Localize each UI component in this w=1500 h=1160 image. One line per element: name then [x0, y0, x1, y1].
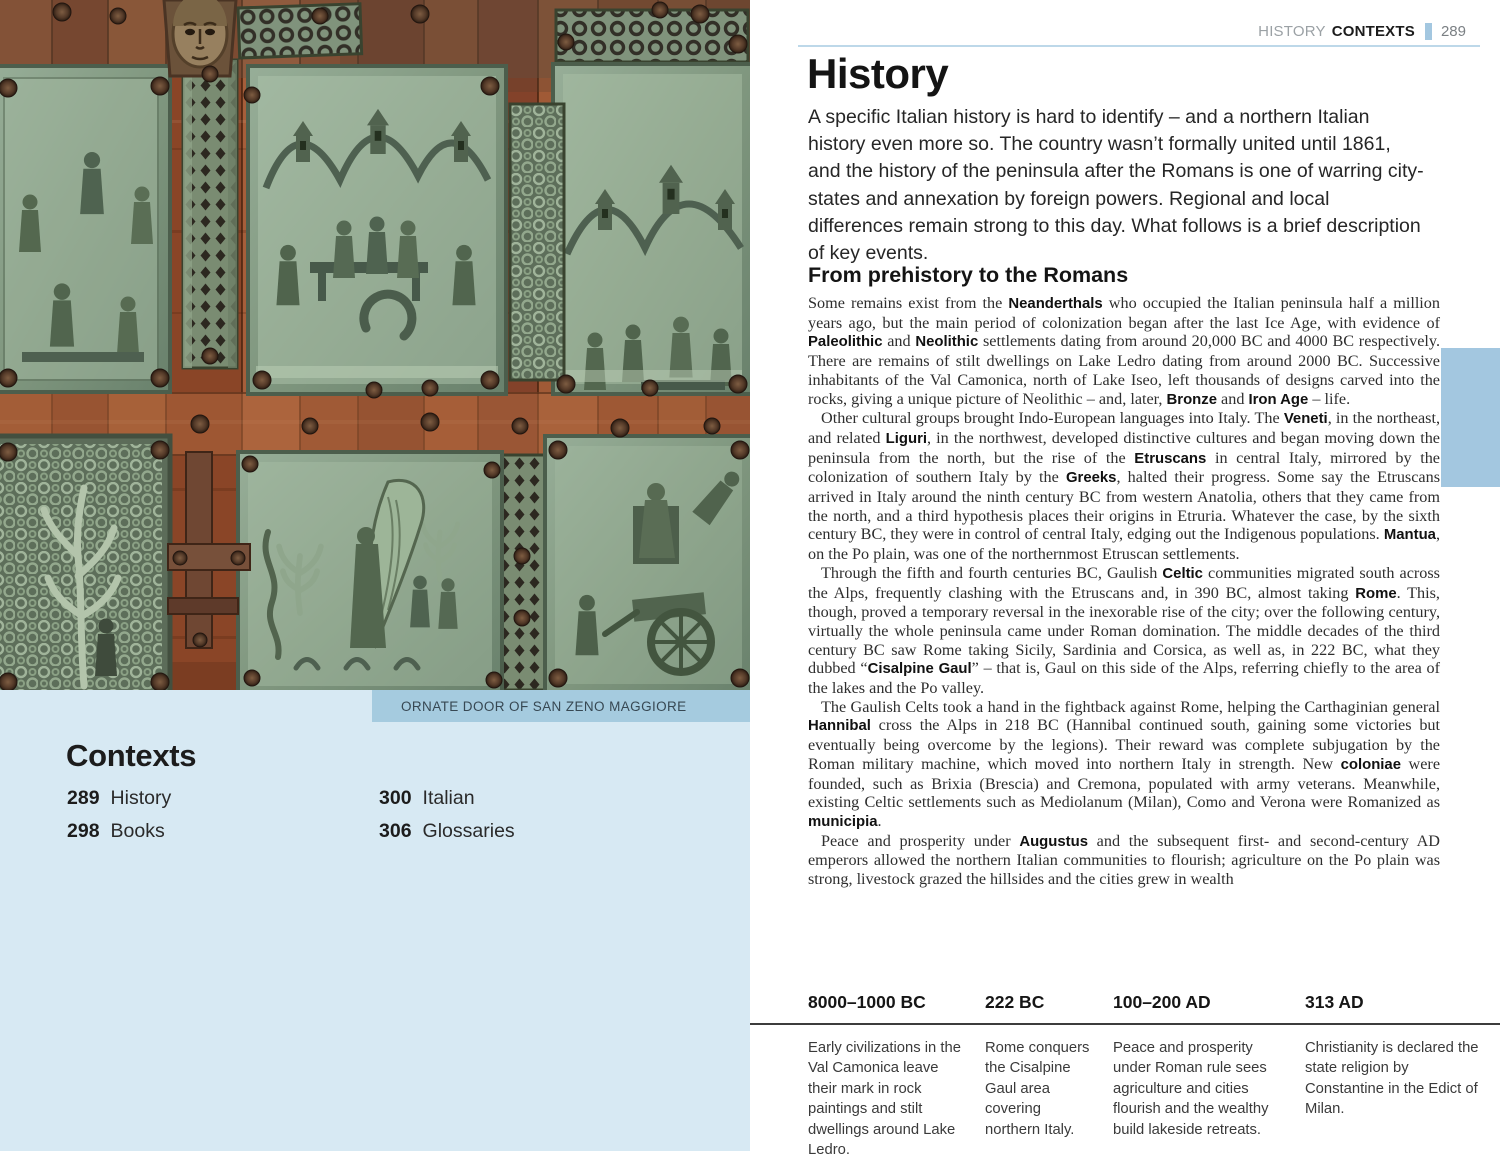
right-page — [750, 0, 1500, 1159]
running-header — [1258, 23, 1466, 40]
timeline-text: Christianity is declared the state religion by Constantine in the Edict of Milan. — [1305, 1040, 1479, 1118]
toc-label: Books — [110, 820, 165, 842]
door-photo — [0, 0, 750, 690]
timeline-date: 100–200 AD — [1113, 992, 1211, 1012]
page-number-marker — [1425, 23, 1432, 40]
toc-label: Italian — [422, 787, 475, 809]
relief-panel-bottom-center — [238, 452, 502, 690]
lattice-band-right — [556, 10, 748, 62]
timeline-text: Rome conquers the Cisalpine Gaul area covering northern Italy. — [985, 1040, 1090, 1138]
toc-page-number: 289 — [67, 787, 100, 809]
relief-panel-top-center — [248, 66, 506, 394]
filigree-panel — [0, 436, 170, 690]
pierced-strip-bottom — [497, 455, 548, 690]
body-paragraph: Other cultural groups brought Indo-European languages into Italy. The Veneti, in the northeast, and related Liguri, in the northwest, developed distinctive cultures and began moving down the peninsula from the north, but the rise of the Etruscans in central Italy, mirrored by the colonization of southern Italy by the Greeks, halted their progress. Some say the Etruscans arrived in Italy around the ninth century BC from western Anatolia, others that they came from the north, and a third hypothesis places their origins in Etruria. Whatever the case, by the sixth century BC, they were in control of central Italy, edging out the Indigenous populations. Mantua, on the Po plain, was one of the northernmost Etruscan settlements. — [808, 409, 1441, 564]
body-paragraph: Through the fifth and fourth centuries BC, Gaulish Celtic communities migrated south across the Alps, frequently clashing with the Etruscans and, in 390 BC, almost taking Rome. This, though, proved a temporary reversal in the inexorable rise of the city; over the following century, virtually the whole peninsula came under Roman domination. The middle decades of the third century BC saw Rome taking Sicily, Sardinia and Corsica, as well as, in 222 BC, what they dubbed “Cisalpine Gaul” – that is, Gaul on this side of the Alps, referring chiefly to the area of the lakes and the Po valley. — [808, 563, 1440, 698]
toc-item-italian — [379, 787, 475, 810]
section-heading: From prehistory to the Romans — [808, 263, 1129, 287]
timeline-texts — [750, 1025, 1500, 1160]
toc-page-number: 300 — [379, 787, 412, 809]
toc-item-history — [67, 787, 171, 810]
photo-caption-bar — [372, 690, 750, 722]
timeline — [750, 992, 1500, 1160]
body-paragraph: The Gaulish Celts took a hand in the fightback against Rome, helping the Carthaginian general Hannibal cross the Alps in 218 BC (Hannibal continued south, gaining some victories but eventually being overcome by the legions). Their reward was complete subjugation by the Roman military machine, which moved into northern Italy in strength. New coloniae were founded, such as Brixia (Brescia) and Cremona, populated with army veterans. Meanwhile, existing Celtic settlements such as Mediolanum (Milan), Como and Verona were Romanized as municipia. — [808, 697, 1440, 830]
pierced-strip-center — [510, 104, 564, 380]
bronze-face-mask — [164, 0, 236, 76]
body-paragraph: Peace and prosperity under Augustus and the subsequent first- and second-century AD emperors allowed the northern Italian communities to flourish; agriculture on the Po plain was strong, livestock grazed the hillsides and the cities grew in wealth — [808, 831, 1440, 889]
page-number: 289 — [1440, 23, 1466, 40]
left-page — [0, 0, 750, 1151]
timeline-text: Peace and prosperity under Roman rule sees agriculture and cities flourish and the wealthy build lakeside retreats. — [1113, 1040, 1269, 1138]
running-header-section: HISTORY — [1258, 23, 1326, 40]
toc-label: Glossaries — [422, 820, 515, 842]
body-paragraph: Some remains exist from the Neanderthals who occupied the Italian peninsula half a million years ago, but the main period of colonization began after the last Ice Age, with evidence of Paleolithic and Neolithic settlements dating from around 20,000 BC and 4000 BC respectively. There are remains of stilt dwellings on Lake Ledro dating from around 2000 BC. Successive inhabitants of the Val Camonica, north of Lake Iseo, left thousands of designs carved into the rocks, giving a unique picture of Neolithic – and, later, Bronze and Iron Age – life. — [808, 294, 1440, 408]
toc-item-glossaries — [379, 820, 515, 843]
pierced-strip-left — [183, 60, 237, 368]
timeline-date: 222 BC — [985, 992, 1045, 1012]
article-body — [808, 294, 1440, 889]
photo-caption: ORNATE DOOR OF SAN ZENO MAGGIORE — [401, 698, 687, 714]
header-rule — [798, 45, 1480, 47]
timeline-dates — [750, 992, 1500, 1023]
relief-panel-top-right — [553, 64, 750, 394]
timeline-date: 313 AD — [1305, 992, 1364, 1012]
relief-panel-bottom-right — [545, 436, 750, 690]
toc-page-number: 306 — [379, 820, 412, 842]
running-header-part: CONTEXTS — [1331, 23, 1415, 40]
toc-item-books — [67, 820, 165, 843]
toc-label: History — [110, 787, 172, 809]
lattice-band-left — [238, 4, 362, 58]
section-edge-tab — [1441, 348, 1500, 487]
toc-page-number: 298 — [67, 820, 100, 842]
article-title: History — [807, 50, 949, 97]
article-intro: A specific Italian history is hard to identify – and a northern Italian history even more so. The country wasn’t formally united until 1861, and the history of the peninsula after the Romans is one of warring city-states and annexation by foreign powers. Regional and local differences remain strong to this day. What follows is a brief description of key events. — [808, 106, 1424, 265]
timeline-date: 8000–1000 BC — [808, 992, 926, 1012]
relief-panel-top-left — [0, 66, 170, 392]
contexts-title: Contexts — [66, 738, 197, 773]
timeline-text: Early civilizations in the Val Camonica leave their mark in rock paintings and stilt dwellings around Lake Ledro. — [808, 1040, 961, 1159]
